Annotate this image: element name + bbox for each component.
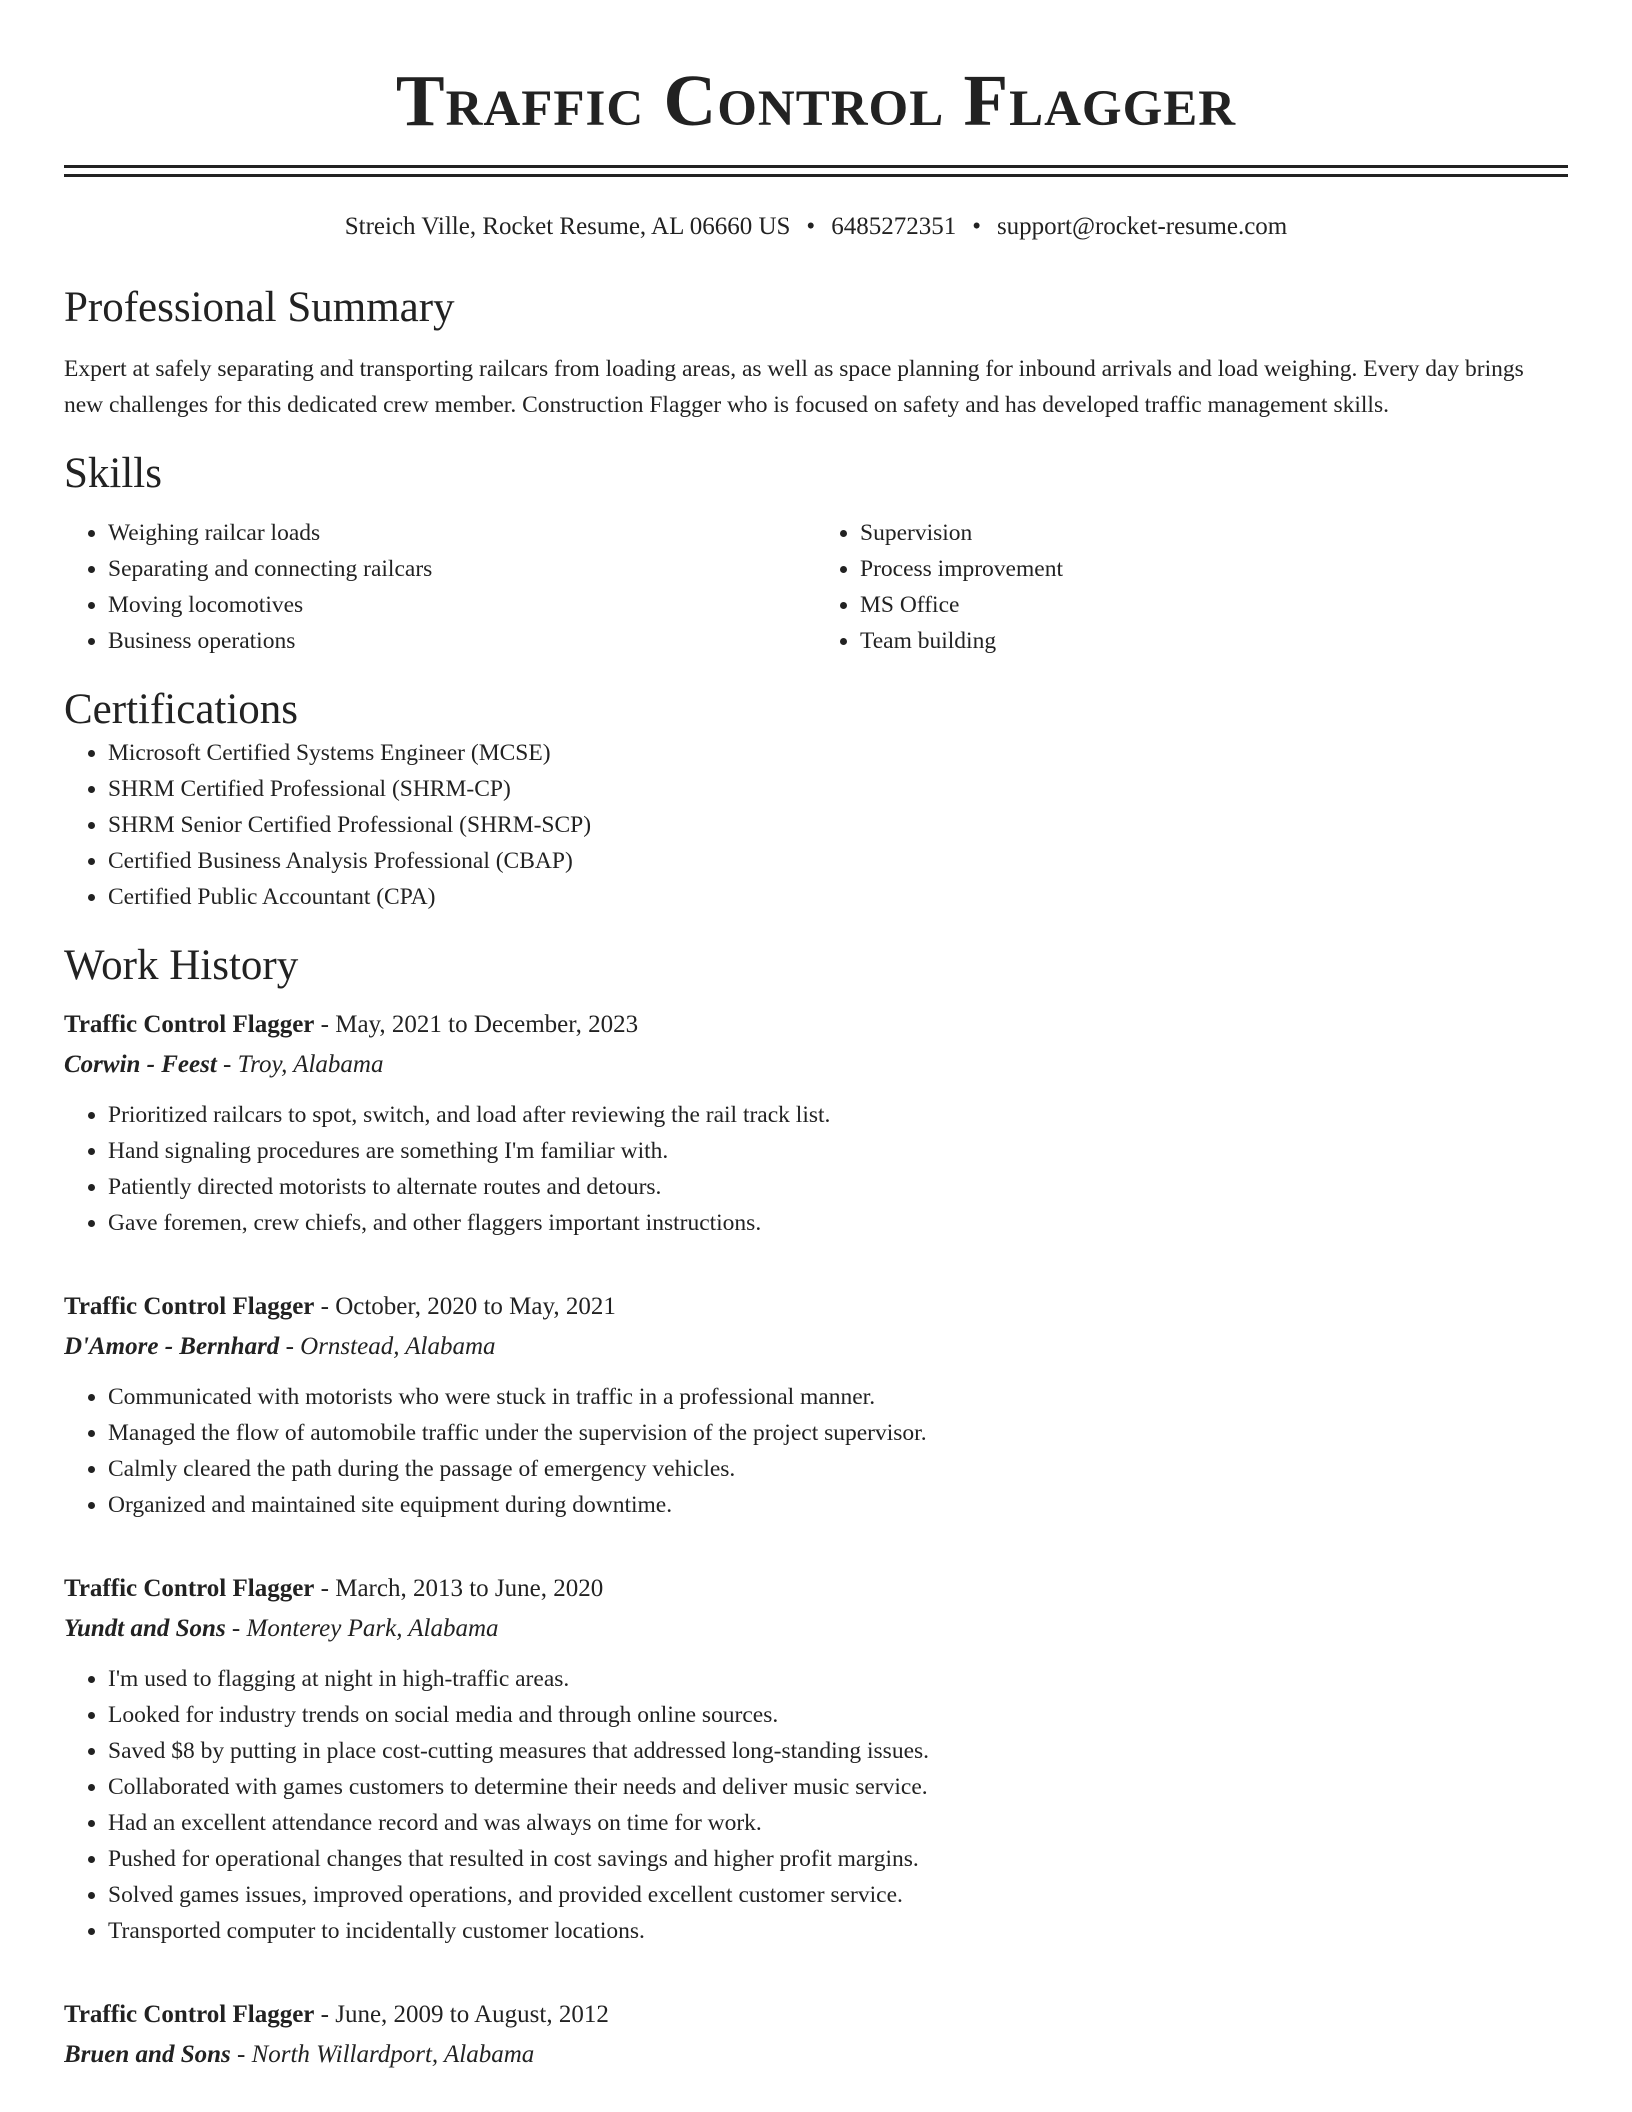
- job-employer: [64, 1609, 1568, 1649]
- job-header: [64, 1995, 1568, 2035]
- skill-item: • Team building: [860, 623, 1568, 659]
- job-entry: [64, 1569, 1568, 1949]
- job-duty: • Hand signaling procedures are something I'm familiar with.: [108, 1133, 1568, 1169]
- job-title: Traffic Control Flagger: [64, 1293, 315, 1320]
- summary-section: [64, 283, 1568, 423]
- job-duty: • Pushed for operational changes that resulted in cost savings and higher profit margins.: [108, 1841, 1568, 1877]
- job-company: Yundt and Sons: [64, 1615, 226, 1642]
- job-entry: [64, 1287, 1568, 1523]
- job-duty: • Solved games issues, improved operations, and provided excellent customer service.: [108, 1877, 1568, 1913]
- contact-phone: 6485272351: [831, 213, 957, 240]
- skill-item: • Separating and connecting railcars: [108, 551, 816, 587]
- job-duties: [64, 1379, 1568, 1523]
- job-entry: [64, 1995, 1568, 2075]
- summary-text: Expert at safely separating and transporting railcars from loading areas, as well as space planning for inbound arrivals and load weighing. Every day brings new challenges for this dedicated crew member. Construction Flagger who is focused on safety and has developed traffic management skills.: [64, 356, 1524, 418]
- job-dates: - October, 2020 to May, 2021: [320, 1293, 616, 1320]
- job-duty: • Transported computer to incidentally customer locations.: [108, 1913, 1568, 1949]
- skill-item: • MS Office: [860, 587, 1568, 623]
- job-duty: • Gave foremen, crew chiefs, and other flaggers important instructions.: [108, 1205, 1568, 1241]
- skills-list-right: [816, 515, 1568, 659]
- skills-heading: Skills: [64, 450, 162, 497]
- skill-item: • Moving locomotives: [108, 587, 816, 623]
- job-duty: • Communicated with motorists who were stuck in traffic in a professional manner.: [108, 1379, 1568, 1415]
- contact-line: [64, 212, 1568, 242]
- contact-email[interactable]: support@rocket-resume.com: [996, 213, 1288, 240]
- job-employer: [64, 1327, 1568, 1367]
- job-duty: • Calmly cleared the path during the passage of emergency vehicles.: [108, 1451, 1568, 1487]
- job-duty: • I'm used to flagging at night in high-traffic areas.: [108, 1661, 1568, 1697]
- summary-heading: Professional Summary: [64, 284, 455, 331]
- job-duty: • Patiently directed motorists to alternate routes and detours.: [108, 1169, 1568, 1205]
- job-title: Traffic Control Flagger: [64, 1575, 315, 1602]
- certifications-heading: Certifications: [64, 686, 299, 733]
- resume-name: Traffic Control Flagger: [395, 60, 1237, 141]
- skill-item: • Supervision: [860, 515, 1568, 551]
- job-employer: [64, 1045, 1568, 1085]
- job-title: Traffic Control Flagger: [64, 2001, 315, 2028]
- job-dates: - March, 2013 to June, 2020: [320, 1575, 604, 1602]
- certifications-list: [64, 735, 1568, 915]
- job-dates: - June, 2009 to August, 2012: [320, 2001, 609, 2028]
- contact-separator: •: [806, 213, 816, 240]
- certification-item: • Certified Public Accountant (CPA): [108, 879, 1568, 915]
- contact-address: Streich Ville, Rocket Resume, AL 06660 US: [344, 213, 791, 240]
- job-location: - Troy, Alabama: [223, 1051, 384, 1078]
- certifications-section: [64, 685, 1568, 915]
- work-history-section: [64, 941, 1568, 2075]
- job-duty: • Managed the flow of automobile traffic under the supervision of the project supervisor.: [108, 1415, 1568, 1451]
- job-company: Corwin - Feest: [64, 1051, 217, 1078]
- job-title: Traffic Control Flagger: [64, 1011, 315, 1038]
- job-duty: • Looked for industry trends on social media and through online sources.: [108, 1697, 1568, 1733]
- header-double-rule: [64, 165, 1568, 177]
- job-duties: [64, 1661, 1568, 1949]
- work-history-heading: Work History: [64, 942, 299, 989]
- job-location: - Monterey Park, Alabama: [231, 1615, 499, 1642]
- job-duty: • Prioritized railcars to spot, switch, and load after reviewing the rail track list.: [108, 1097, 1568, 1133]
- job-duty: • Organized and maintained site equipment during downtime.: [108, 1487, 1568, 1523]
- job-company: Bruen and Sons: [64, 2041, 231, 2068]
- skills-columns: [64, 515, 1568, 659]
- job-header: [64, 1569, 1568, 1609]
- job-duty: • Saved $8 by putting in place cost-cutting measures that addressed long-standing issues.: [108, 1733, 1568, 1769]
- certification-item: • Certified Business Analysis Professional (CBAP): [108, 843, 1568, 879]
- job-dates: - May, 2021 to December, 2023: [320, 1011, 639, 1038]
- job-duty: • Collaborated with games customers to determine their needs and deliver music service.: [108, 1769, 1568, 1805]
- resume-page: [64, 0, 1568, 2112]
- job-location: - North Willardport, Alabama: [237, 2041, 535, 2068]
- certification-item: • SHRM Senior Certified Professional (SHRM-SCP): [108, 807, 1568, 843]
- job-company: D'Amore - Bernhard: [64, 1333, 280, 1360]
- job-header: [64, 1005, 1568, 1045]
- job-location: - Ornstead, Alabama: [285, 1333, 496, 1360]
- skills-list-left: [64, 515, 816, 659]
- contact-separator: •: [972, 213, 981, 240]
- job-entry: [64, 1005, 1568, 1241]
- job-duties: [64, 1097, 1568, 1241]
- job-duty: • Had an excellent attendance record and was always on time for work.: [108, 1805, 1568, 1841]
- certification-item: • Microsoft Certified Systems Engineer (MCSE): [108, 735, 1568, 771]
- skill-item: • Process improvement: [860, 551, 1568, 587]
- skill-item: • Weighing railcar loads: [108, 515, 816, 551]
- skill-item: • Business operations: [108, 623, 816, 659]
- job-header: [64, 1287, 1568, 1327]
- skills-section: [64, 449, 1568, 659]
- job-employer: [64, 2035, 1568, 2075]
- certification-item: • SHRM Certified Professional (SHRM-CP): [108, 771, 1568, 807]
